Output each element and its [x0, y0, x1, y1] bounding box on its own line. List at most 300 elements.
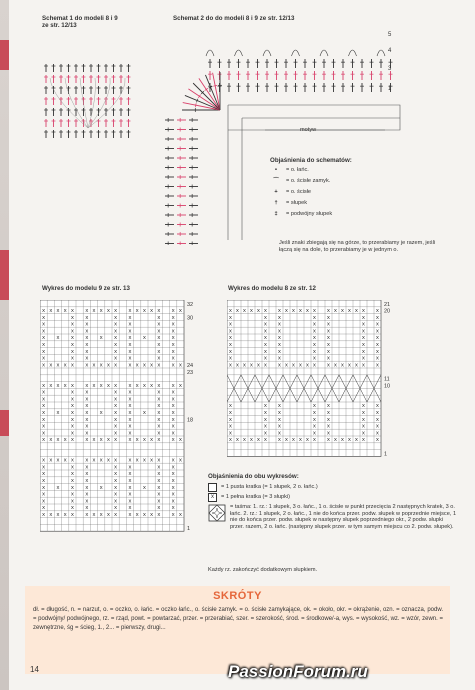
- svg-text:x: x: [85, 457, 89, 464]
- svg-text:x: x: [70, 362, 74, 369]
- svg-text:x: x: [49, 437, 53, 444]
- svg-text:x: x: [106, 512, 110, 518]
- svg-text:x: x: [236, 437, 239, 444]
- svg-text:x: x: [171, 308, 175, 314]
- svg-text:x: x: [348, 308, 351, 314]
- svg-text:x: x: [327, 308, 330, 314]
- svg-text:x: x: [142, 484, 146, 491]
- svg-text:x: x: [70, 457, 74, 464]
- svg-text:x: x: [229, 328, 232, 335]
- svg-text:x: x: [114, 505, 118, 512]
- svg-text:x: x: [313, 416, 316, 423]
- svg-text:x: x: [128, 314, 132, 321]
- svg-text:x: x: [128, 382, 132, 389]
- svg-text:x: x: [70, 382, 74, 389]
- svg-text:x: x: [264, 437, 267, 444]
- svg-text:x: x: [114, 348, 118, 355]
- svg-text:x: x: [128, 478, 132, 484]
- svg-text:x: x: [229, 430, 232, 437]
- svg-text:x: x: [70, 484, 74, 491]
- svg-text:x: x: [92, 457, 96, 464]
- svg-text:x: x: [150, 362, 154, 369]
- svg-text:x: x: [99, 410, 103, 416]
- svg-text:x: x: [70, 437, 74, 444]
- row-end-note: Każdy rz. zakończyć dodatkowym słupkiem.: [208, 567, 318, 573]
- wykres9-chart: [40, 300, 210, 535]
- svg-text:x: x: [106, 308, 110, 314]
- svg-text:x: x: [171, 403, 175, 410]
- svg-text:x: x: [42, 464, 46, 471]
- svg-text:x: x: [157, 389, 161, 396]
- svg-text:x: x: [142, 362, 146, 369]
- svg-text:x: x: [278, 430, 281, 437]
- svg-text:x: x: [135, 362, 139, 369]
- empty-square-icon: [208, 483, 217, 492]
- svg-text:x: x: [327, 423, 330, 430]
- svg-text:x: x: [49, 362, 53, 369]
- svg-text:x: x: [243, 362, 246, 369]
- svg-text:x: x: [128, 416, 132, 423]
- svg-text:x: x: [229, 410, 232, 416]
- svg-text:x: x: [42, 471, 46, 478]
- svg-text:x: x: [229, 362, 232, 369]
- svg-text:x: x: [49, 308, 53, 314]
- svg-text:x: x: [85, 498, 89, 505]
- svg-text:x: x: [70, 505, 74, 512]
- svg-text:x: x: [42, 396, 46, 403]
- svg-text:x: x: [229, 355, 232, 362]
- svg-text:x: x: [278, 423, 281, 430]
- svg-text:x: x: [278, 342, 281, 348]
- svg-text:x: x: [257, 308, 260, 314]
- svg-text:x: x: [128, 423, 132, 430]
- svg-text:x: x: [128, 430, 132, 437]
- legend-note: Jeśli znaki zbiegają się na górze, to przerabiamy je razem, jeśli łączą się na dole, to przerabiamy je w jednym o.: [279, 240, 436, 253]
- svg-text:x: x: [362, 328, 365, 335]
- row-number-label: 5: [388, 32, 392, 38]
- abbreviations-title: SKRÓTY: [213, 590, 262, 602]
- svg-text:x: x: [56, 335, 60, 342]
- svg-text:x: x: [135, 457, 139, 464]
- svg-text:x: x: [229, 437, 232, 444]
- svg-text:x: x: [150, 308, 154, 314]
- svg-text:x: x: [85, 491, 89, 498]
- svg-text:x: x: [157, 410, 161, 416]
- svg-text:x: x: [49, 457, 53, 464]
- legend-item: ⌒ = o. ścisłe zamyk.: [270, 178, 330, 185]
- svg-text:x: x: [362, 430, 365, 437]
- svg-text:x: x: [171, 328, 175, 335]
- svg-text:x: x: [85, 328, 89, 335]
- svg-text:x: x: [376, 362, 379, 369]
- svg-text:x: x: [150, 457, 154, 464]
- svg-text:x: x: [171, 416, 175, 423]
- svg-text:x: x: [85, 362, 89, 369]
- svg-text:x: x: [171, 342, 175, 348]
- svg-text:x: x: [178, 512, 182, 518]
- stitch-symbol-icon: †: [274, 200, 278, 206]
- svg-text:x: x: [341, 362, 344, 369]
- svg-text:x: x: [128, 396, 132, 403]
- svg-text:x: x: [70, 430, 74, 437]
- svg-text:x: x: [114, 498, 118, 505]
- svg-text:x: x: [236, 362, 239, 369]
- svg-text:x: x: [278, 335, 281, 342]
- svg-text:x: x: [264, 416, 267, 423]
- svg-text:x: x: [171, 410, 175, 416]
- svg-text:x: x: [42, 328, 46, 335]
- svg-text:x: x: [42, 416, 46, 423]
- svg-text:x: x: [42, 321, 46, 328]
- row-number-label: 11: [384, 376, 390, 383]
- legend-item: † = słupek: [270, 200, 307, 207]
- svg-text:x: x: [327, 403, 330, 410]
- svg-text:x: x: [257, 437, 260, 444]
- svg-text:x: x: [85, 389, 89, 396]
- svg-text:x: x: [63, 308, 67, 314]
- schemat1-title: Schemat 1 do modeli 8 i 9 ze str. 12/13: [42, 15, 118, 30]
- svg-text:x: x: [114, 342, 118, 348]
- svg-text:x: x: [376, 335, 379, 342]
- svg-text:x: x: [42, 430, 46, 437]
- svg-text:x: x: [171, 430, 175, 437]
- svg-text:x: x: [264, 403, 267, 410]
- stitch-symbol-icon: +: [274, 189, 278, 195]
- svg-text:x: x: [42, 342, 46, 348]
- svg-text:x: x: [171, 471, 175, 478]
- svg-text:x: x: [264, 430, 267, 437]
- svg-text:x: x: [171, 335, 175, 342]
- svg-text:x: x: [114, 328, 118, 335]
- svg-text:x: x: [278, 328, 281, 335]
- svg-text:x: x: [63, 437, 67, 444]
- svg-text:x: x: [150, 437, 154, 444]
- svg-text:x: x: [334, 362, 337, 369]
- svg-text:x: x: [114, 430, 118, 437]
- svg-text:x: x: [42, 484, 46, 491]
- svg-text:x: x: [128, 512, 132, 518]
- svg-text:x: x: [157, 498, 161, 505]
- svg-text:x: x: [114, 335, 118, 342]
- stitch-symbol-icon: ‡: [274, 211, 278, 217]
- svg-text:x: x: [327, 355, 330, 362]
- svg-text:x: x: [348, 362, 351, 369]
- page-number: 14: [30, 665, 39, 674]
- svg-text:x: x: [114, 464, 118, 471]
- svg-text:x: x: [85, 321, 89, 328]
- svg-text:x: x: [250, 362, 253, 369]
- svg-text:x: x: [306, 308, 309, 314]
- svg-text:x: x: [376, 308, 379, 314]
- svg-text:x: x: [85, 355, 89, 362]
- row-number-label: 23: [187, 369, 194, 376]
- svg-text:x: x: [362, 403, 365, 410]
- svg-text:x: x: [355, 437, 358, 444]
- svg-text:x: x: [150, 512, 154, 518]
- legend-item: ‡ = podwójny słupek: [270, 211, 332, 218]
- svg-text:x: x: [327, 328, 330, 335]
- svg-text:x: x: [171, 321, 175, 328]
- svg-text:x: x: [229, 348, 232, 355]
- svg-text:x: x: [128, 355, 132, 362]
- row-number-label: 10: [384, 383, 391, 390]
- svg-text:x: x: [257, 362, 260, 369]
- svg-text:x: x: [171, 478, 175, 484]
- svg-text:x: x: [70, 410, 74, 416]
- svg-text:x: x: [278, 410, 281, 416]
- svg-text:x: x: [236, 308, 239, 314]
- svg-text:x: x: [376, 437, 379, 444]
- row-number-label: 20: [384, 308, 391, 315]
- svg-text:x: x: [70, 308, 74, 314]
- svg-text:x: x: [243, 308, 246, 314]
- svg-text:x: x: [376, 314, 379, 321]
- svg-text:x: x: [114, 491, 118, 498]
- svg-text:x: x: [99, 484, 103, 491]
- svg-text:x: x: [85, 308, 89, 314]
- svg-text:x: x: [142, 410, 146, 416]
- svg-text:x: x: [56, 308, 60, 314]
- svg-text:x: x: [250, 308, 253, 314]
- svg-text:x: x: [285, 308, 288, 314]
- svg-text:x: x: [229, 342, 232, 348]
- svg-text:x: x: [85, 437, 89, 444]
- svg-text:x: x: [313, 321, 316, 328]
- svg-text:x: x: [70, 396, 74, 403]
- svg-text:x: x: [229, 314, 232, 321]
- svg-text:x: x: [362, 321, 365, 328]
- svg-text:x: x: [313, 423, 316, 430]
- svg-text:x: x: [63, 382, 67, 389]
- svg-text:x: x: [42, 457, 46, 464]
- svg-text:x: x: [157, 416, 161, 423]
- svg-text:x: x: [42, 505, 46, 512]
- svg-text:x: x: [171, 437, 175, 444]
- svg-text:x: x: [85, 403, 89, 410]
- schemat1-diagram: [42, 58, 134, 142]
- wykres9-title: Wykres do modelu 9 ze str. 13: [42, 285, 130, 292]
- svg-text:x: x: [114, 382, 118, 389]
- svg-text:x: x: [278, 321, 281, 328]
- svg-text:x: x: [114, 437, 118, 444]
- svg-text:x: x: [85, 423, 89, 430]
- wykres-legend-title: Objaśnienia do obu wykresów:: [208, 473, 299, 480]
- svg-text:x: x: [128, 484, 132, 491]
- tasma-description: = taśma: 1. rz.: 1 słupek, 3 o. łańc., 1 o. ścisłe w punkt przecięcia 2 następnych kratek, 3 o. łańc. 2. rz.: 1 słupek, 2 o. łańc., 1 nie do końca przer. podw. słupek w poprzednie miejsce, 1 nie do końca przer. podw. słupek w następny słupek poprzedniego okr., 2 podw. słupki przer. razem, 2 o. łańc. (następny słupek przer. w tym samym miejscu co 2. podw. słupek).: [230, 504, 457, 531]
- svg-text:x: x: [128, 335, 132, 342]
- svg-text:x: x: [42, 314, 46, 321]
- svg-text:x: x: [362, 410, 365, 416]
- svg-text:x: x: [292, 308, 295, 314]
- svg-text:x: x: [114, 478, 118, 484]
- svg-text:x: x: [85, 396, 89, 403]
- svg-text:x: x: [264, 321, 267, 328]
- svg-text:x: x: [56, 512, 60, 518]
- svg-text:x: x: [278, 437, 281, 444]
- svg-text:x: x: [362, 314, 365, 321]
- svg-text:x: x: [171, 389, 175, 396]
- svg-text:x: x: [299, 308, 302, 314]
- svg-text:x: x: [99, 457, 103, 464]
- svg-text:x: x: [376, 321, 379, 328]
- svg-text:x: x: [128, 348, 132, 355]
- svg-text:x: x: [327, 416, 330, 423]
- svg-text:x: x: [128, 457, 132, 464]
- svg-text:x: x: [278, 314, 281, 321]
- svg-text:x: x: [99, 437, 103, 444]
- svg-text:x: x: [348, 437, 351, 444]
- svg-text:x: x: [376, 348, 379, 355]
- svg-text:x: x: [114, 362, 118, 369]
- svg-text:x: x: [114, 355, 118, 362]
- svg-text:x: x: [63, 457, 67, 464]
- svg-text:x: x: [362, 342, 365, 348]
- svg-text:x: x: [42, 410, 46, 416]
- svg-text:x: x: [56, 410, 60, 416]
- svg-text:x: x: [142, 437, 146, 444]
- svg-text:x: x: [135, 512, 139, 518]
- svg-text:x: x: [278, 348, 281, 355]
- svg-text:x: x: [128, 328, 132, 335]
- svg-text:x: x: [313, 403, 316, 410]
- svg-text:x: x: [42, 382, 46, 389]
- schemat2-title: Schemat 2 do do modeli 8 i 9 ze str. 12/13: [173, 15, 295, 22]
- svg-text:x: x: [171, 314, 175, 321]
- svg-text:x: x: [376, 328, 379, 335]
- svg-text:x: x: [114, 410, 118, 416]
- svg-text:x: x: [171, 396, 175, 403]
- svg-text:x: x: [313, 348, 316, 355]
- wykres8-title: Wykres do modelu 8 ze str. 12: [228, 285, 316, 292]
- svg-text:x: x: [341, 437, 344, 444]
- svg-text:x: x: [135, 308, 139, 314]
- legend-item: • = o. łańc.: [270, 167, 309, 174]
- svg-text:x: x: [85, 382, 89, 389]
- svg-text:x: x: [106, 457, 110, 464]
- svg-text:x: x: [327, 410, 330, 416]
- svg-text:x: x: [114, 471, 118, 478]
- svg-text:x: x: [362, 362, 365, 369]
- svg-text:x: x: [42, 498, 46, 505]
- svg-text:x: x: [171, 464, 175, 471]
- row-number-label: 21: [384, 301, 391, 308]
- svg-text:x: x: [70, 491, 74, 498]
- svg-text:x: x: [42, 355, 46, 362]
- svg-text:x: x: [299, 362, 302, 369]
- svg-text:x: x: [334, 308, 337, 314]
- svg-text:x: x: [157, 512, 161, 518]
- svg-text:x: x: [157, 471, 161, 478]
- schemat-legend-title: Objaśnienia do schematów:: [270, 157, 352, 164]
- svg-text:x: x: [362, 308, 365, 314]
- svg-text:x: x: [362, 423, 365, 430]
- svg-text:x: x: [56, 457, 60, 464]
- svg-text:x: x: [85, 416, 89, 423]
- svg-text:x: x: [264, 308, 267, 314]
- svg-text:x: x: [157, 505, 161, 512]
- svg-text:x: x: [327, 321, 330, 328]
- svg-text:x: x: [313, 335, 316, 342]
- svg-text:x: x: [376, 423, 379, 430]
- svg-text:x: x: [306, 437, 309, 444]
- svg-text:x: x: [85, 484, 89, 491]
- svg-text:x: x: [114, 403, 118, 410]
- svg-text:x: x: [264, 423, 267, 430]
- svg-text:x: x: [114, 321, 118, 328]
- svg-text:x: x: [128, 505, 132, 512]
- svg-text:x: x: [99, 335, 103, 342]
- svg-text:x: x: [85, 430, 89, 437]
- lace-motif-icon: [208, 504, 226, 522]
- svg-text:x: x: [264, 410, 267, 416]
- svg-text:x: x: [171, 498, 175, 505]
- svg-text:x: x: [313, 410, 316, 416]
- svg-text:x: x: [128, 410, 132, 416]
- svg-text:x: x: [229, 335, 232, 342]
- svg-text:x: x: [106, 362, 110, 369]
- svg-text:x: x: [313, 314, 316, 321]
- svg-text:x: x: [264, 314, 267, 321]
- svg-text:x: x: [150, 382, 154, 389]
- svg-text:x: x: [106, 382, 110, 389]
- svg-text:x: x: [114, 314, 118, 321]
- svg-text:x: x: [278, 416, 281, 423]
- svg-text:x: x: [42, 348, 46, 355]
- svg-text:x: x: [313, 308, 316, 314]
- svg-text:x: x: [142, 308, 146, 314]
- page-edge: [0, 0, 9, 690]
- svg-text:x: x: [327, 342, 330, 348]
- svg-text:x: x: [99, 308, 103, 314]
- svg-text:x: x: [128, 491, 132, 498]
- svg-text:x: x: [85, 348, 89, 355]
- svg-text:x: x: [70, 403, 74, 410]
- svg-text:x: x: [70, 348, 74, 355]
- svg-text:x: x: [171, 505, 175, 512]
- svg-text:x: x: [99, 362, 103, 369]
- svg-text:x: x: [306, 362, 309, 369]
- svg-text:x: x: [85, 478, 89, 484]
- svg-text:x: x: [157, 308, 161, 314]
- svg-text:x: x: [250, 437, 253, 444]
- svg-text:x: x: [157, 355, 161, 362]
- stitch-symbol-icon: ⌒: [273, 178, 279, 184]
- svg-text:x: x: [42, 403, 46, 410]
- svg-text:x: x: [157, 382, 161, 389]
- svg-text:x: x: [171, 423, 175, 430]
- svg-text:x: x: [243, 437, 246, 444]
- svg-text:x: x: [42, 389, 46, 396]
- svg-text:x: x: [171, 491, 175, 498]
- svg-text:x: x: [128, 403, 132, 410]
- svg-text:x: x: [70, 423, 74, 430]
- svg-text:x: x: [229, 416, 232, 423]
- svg-text:x: x: [157, 403, 161, 410]
- svg-text:x: x: [171, 382, 175, 389]
- svg-text:x: x: [229, 308, 232, 314]
- svg-text:x: x: [376, 410, 379, 416]
- svg-text:x: x: [128, 321, 132, 328]
- svg-text:x: x: [178, 308, 182, 314]
- svg-text:x: x: [327, 348, 330, 355]
- svg-text:x: x: [362, 437, 365, 444]
- svg-text:x: x: [299, 437, 302, 444]
- svg-text:x: x: [135, 437, 139, 444]
- row-number-label: 1: [388, 86, 392, 92]
- svg-text:x: x: [313, 430, 316, 437]
- svg-text:x: x: [313, 437, 316, 444]
- svg-text:x: x: [376, 416, 379, 423]
